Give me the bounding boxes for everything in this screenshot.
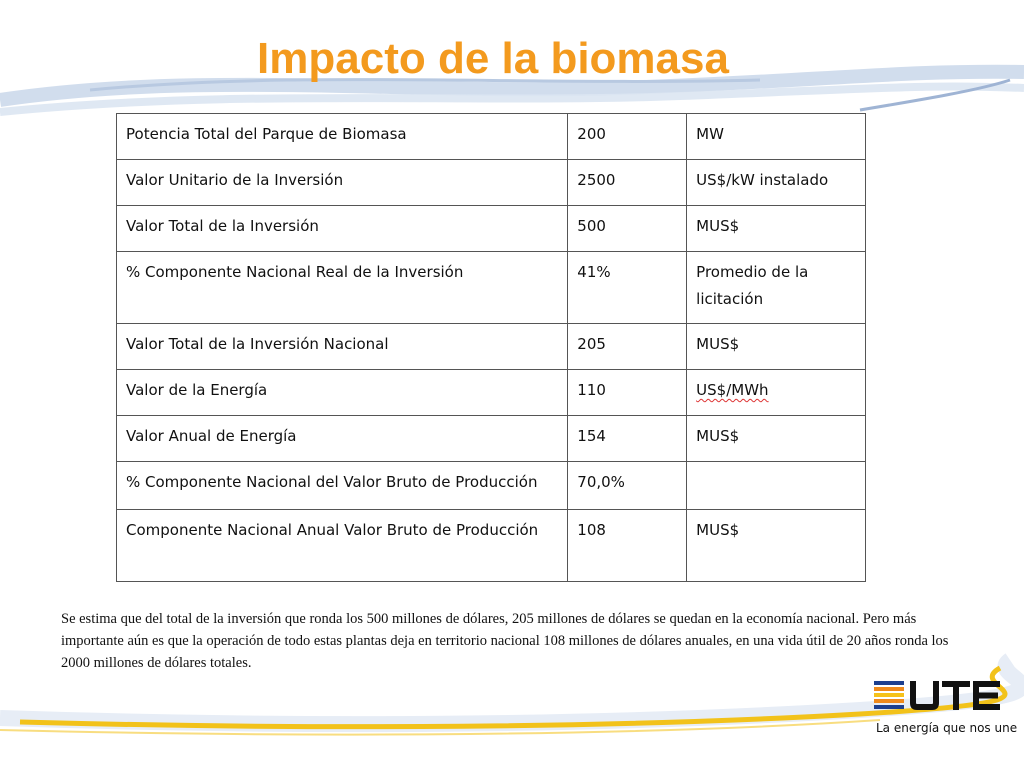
row-value: 41% xyxy=(568,252,687,324)
table-row xyxy=(117,114,866,160)
row-unit-text: US$/MWh xyxy=(696,381,769,399)
ute-logo xyxy=(874,679,1018,739)
summary-paragraph: Se estima que del total de la inversión que ronda los 500 millones de dólares, 205 millones de dólares se quedan en la economía nacional. Pero más importante aún es que la operación de todo estas plantas deja en territorio nacional 108 millones de dólares anuales, en una vida útil de 20 años ronda los 2000 millones de dólares totales. xyxy=(61,611,949,671)
row-unit: MUS$ xyxy=(687,324,866,370)
biomass-impact-table xyxy=(116,113,866,582)
row-label: % Componente Nacional Real de la Inversión xyxy=(117,252,568,324)
row-label: % Componente Nacional del Valor Bruto de Producción xyxy=(117,462,568,510)
row-unit: MUS$ xyxy=(687,510,866,582)
row-unit: Promedio de la licitación xyxy=(687,252,866,324)
row-value: 110 xyxy=(568,370,687,416)
table-row xyxy=(117,370,866,416)
row-label: Valor Total de la Inversión xyxy=(117,206,568,252)
row-value: 205 xyxy=(568,324,687,370)
row-value: 200 xyxy=(568,114,687,160)
row-unit xyxy=(687,370,866,416)
row-label: Valor de la Energía xyxy=(117,370,568,416)
row-value: 2500 xyxy=(568,160,687,206)
row-value: 70,0% xyxy=(568,462,687,510)
logo-tagline: La energía que nos une xyxy=(876,721,1018,735)
row-label: Valor Anual de Energía xyxy=(117,416,568,462)
row-unit: MUS$ xyxy=(687,206,866,252)
row-value: 500 xyxy=(568,206,687,252)
row-label: Valor Total de la Inversión Nacional xyxy=(117,324,568,370)
table-row xyxy=(117,416,866,462)
row-label: Valor Unitario de la Inversión xyxy=(117,160,568,206)
row-label: Potencia Total del Parque de Biomasa xyxy=(117,114,568,160)
table-row xyxy=(117,252,866,324)
page-title: Impacto de la biomasa xyxy=(257,34,729,83)
row-unit: MW xyxy=(687,114,866,160)
table-row xyxy=(117,462,866,510)
row-value: 108 xyxy=(568,510,687,582)
ute-logo-icon xyxy=(874,679,1002,713)
row-label: Componente Nacional Anual Valor Bruto de Producción xyxy=(117,510,568,582)
table-row xyxy=(117,160,866,206)
row-unit xyxy=(687,462,866,510)
row-unit: US$/kW instalado xyxy=(687,160,866,206)
table-row xyxy=(117,324,866,370)
table-row xyxy=(117,206,866,252)
row-value: 154 xyxy=(568,416,687,462)
row-unit: MUS$ xyxy=(687,416,866,462)
table-row xyxy=(117,510,866,582)
